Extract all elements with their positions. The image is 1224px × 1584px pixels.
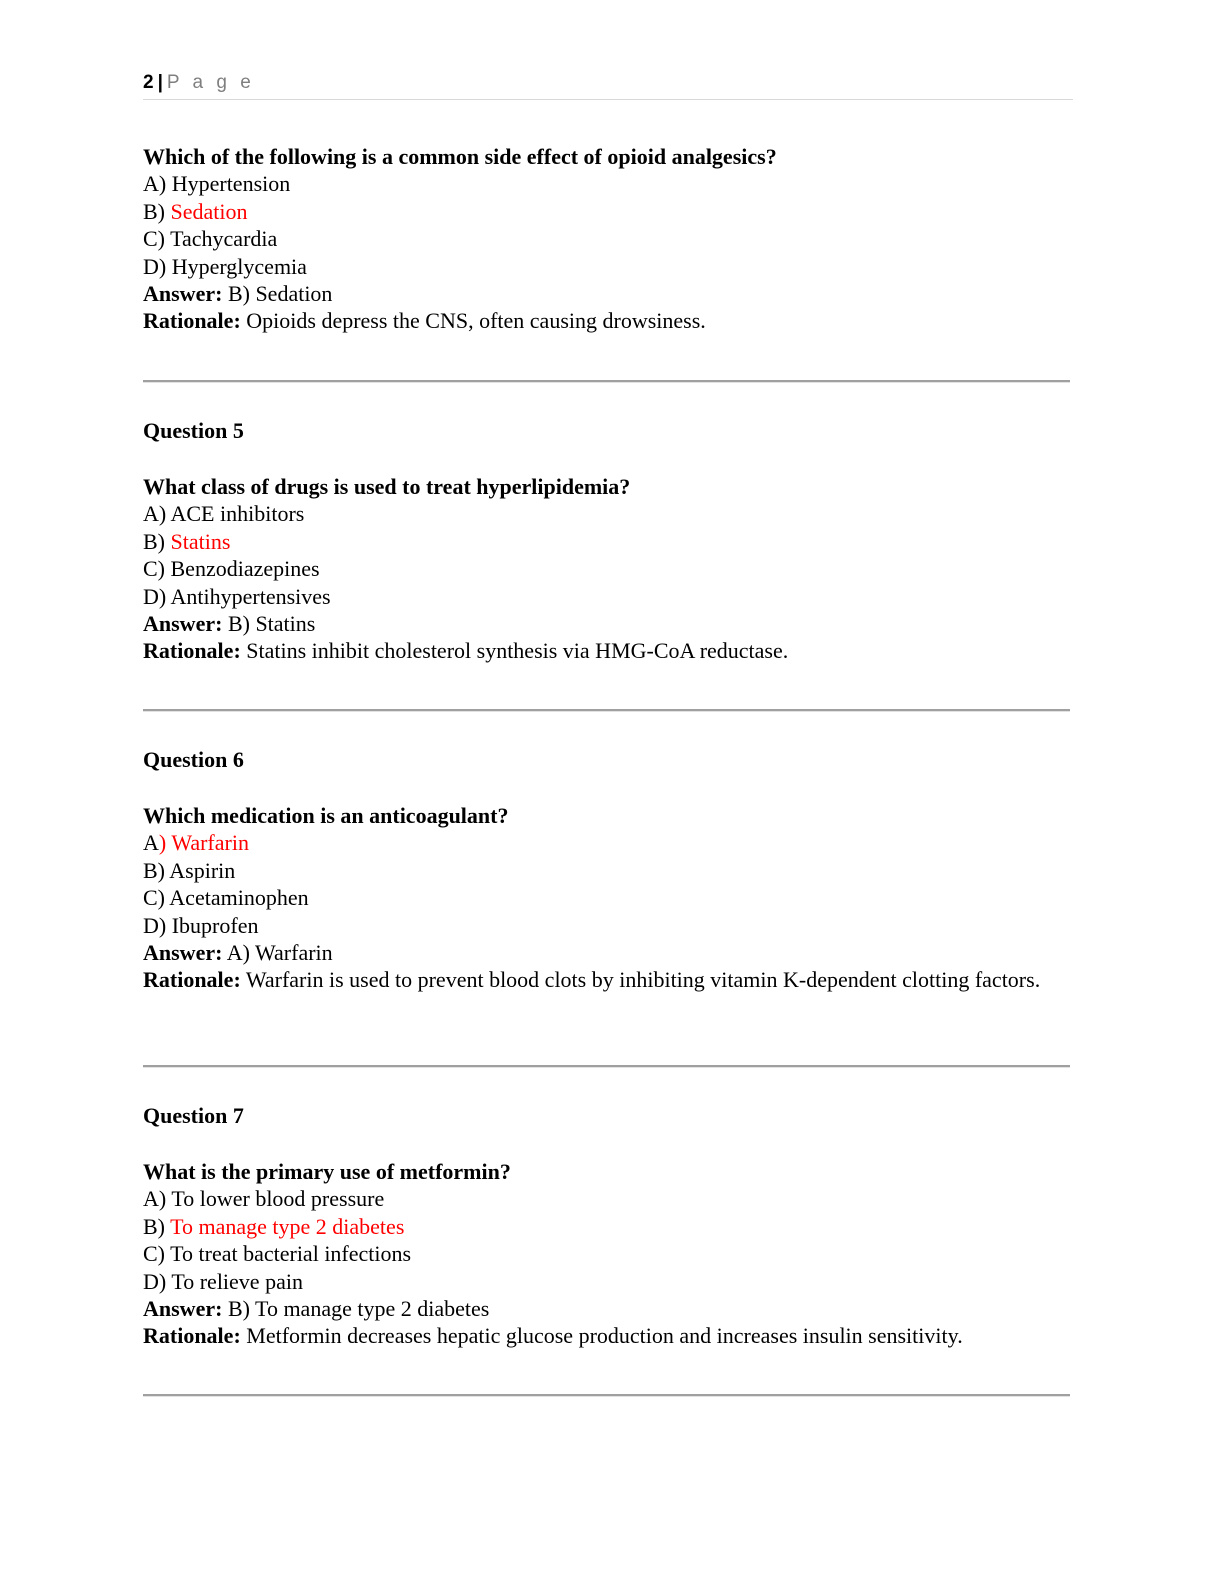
question-5-title: Question 5 bbox=[143, 418, 244, 443]
question-7-title: Question 7 bbox=[143, 1103, 244, 1128]
option-prefix: A) bbox=[143, 501, 171, 527]
question-6-option-b bbox=[143, 857, 1083, 884]
section-divider bbox=[143, 1065, 1070, 1068]
section-divider bbox=[143, 380, 1070, 383]
option-text: Hypertension bbox=[171, 171, 291, 197]
option-text-correct: Statins bbox=[170, 528, 231, 554]
answer-text: A) Warfarin bbox=[222, 940, 333, 966]
option-text: To treat bacterial infections bbox=[170, 1241, 412, 1267]
question-6-rationale bbox=[143, 966, 1048, 993]
question-6-text: Which medication is an anticoagulant? bbox=[143, 803, 509, 828]
rationale-label: Rationale: bbox=[143, 967, 241, 993]
header-separator: | bbox=[157, 72, 163, 93]
page-header bbox=[143, 72, 1073, 94]
question-6-answer bbox=[143, 939, 1083, 966]
question-4-option-c bbox=[143, 225, 1083, 252]
section-divider bbox=[143, 709, 1070, 712]
answer-label: Answer: bbox=[143, 281, 223, 307]
question-7-rationale bbox=[143, 1322, 1083, 1349]
option-prefix: B) bbox=[143, 528, 171, 554]
option-text: ACE inhibitors bbox=[170, 501, 305, 527]
question-5-text: What class of drugs is used to treat hyperlipidemia? bbox=[143, 474, 631, 499]
option-prefix: C) bbox=[143, 556, 171, 582]
option-prefix: B) bbox=[143, 857, 170, 883]
option-prefix: D) bbox=[143, 253, 172, 279]
option-text-correct: ) Warfarin bbox=[158, 830, 249, 856]
question-6-option-d bbox=[143, 912, 1083, 939]
question-7-block bbox=[143, 1158, 1083, 1350]
option-prefix: C) bbox=[143, 226, 171, 252]
option-text: To relieve pain bbox=[171, 1268, 303, 1294]
question-7-option-b bbox=[143, 1213, 1083, 1240]
option-prefix: D) bbox=[143, 912, 172, 938]
option-text: Tachycardia bbox=[170, 226, 278, 252]
question-5-rationale bbox=[143, 637, 1083, 664]
question-5-option-b bbox=[143, 528, 1083, 555]
question-6-block bbox=[143, 802, 1083, 994]
option-prefix: C) bbox=[143, 885, 170, 911]
question-6-option-a bbox=[143, 829, 1083, 856]
option-text: To lower blood pressure bbox=[171, 1186, 385, 1212]
option-prefix: D) bbox=[143, 1268, 172, 1294]
question-4-answer bbox=[143, 280, 1083, 307]
rationale-label: Rationale: bbox=[143, 308, 241, 334]
section-divider bbox=[143, 1394, 1070, 1397]
option-prefix: A) bbox=[143, 1186, 172, 1212]
option-text-correct: Sedation bbox=[170, 198, 248, 224]
question-4-block bbox=[143, 143, 1083, 335]
question-5-answer bbox=[143, 610, 1083, 637]
rationale-text: Opioids depress the CNS, often causing drowsiness. bbox=[240, 308, 706, 334]
question-7-option-d bbox=[143, 1268, 1083, 1295]
rationale-text: Metformin decreases hepatic glucose production and increases insulin sensitivity. bbox=[240, 1323, 963, 1349]
question-5-option-c bbox=[143, 555, 1083, 582]
question-4-option-b bbox=[143, 198, 1083, 225]
question-7-option-c bbox=[143, 1240, 1083, 1267]
option-prefix: A) bbox=[143, 171, 172, 197]
question-5-block bbox=[143, 473, 1083, 665]
question-7-answer bbox=[143, 1295, 1083, 1322]
option-text: Ibuprofen bbox=[171, 912, 259, 938]
option-text: Antihypertensives bbox=[170, 583, 331, 609]
question-4-rationale bbox=[143, 307, 1083, 334]
rationale-text: Warfarin is used to prevent blood clots by inhibiting vitamin K-dependent clotting factors. bbox=[240, 967, 1041, 993]
option-text: Hyperglycemia bbox=[171, 253, 307, 279]
rationale-label: Rationale: bbox=[143, 1323, 241, 1349]
question-5-option-a bbox=[143, 500, 1083, 527]
question-7-text: What is the primary use of metformin? bbox=[143, 1159, 511, 1184]
rationale-text: Statins inhibit cholesterol synthesis via HMG-CoA reductase. bbox=[240, 638, 789, 664]
answer-text: B) Statins bbox=[222, 611, 316, 637]
rationale-label: Rationale: bbox=[143, 638, 241, 664]
answer-label: Answer: bbox=[143, 611, 223, 637]
option-prefix: A bbox=[143, 830, 159, 856]
question-6-title: Question 6 bbox=[143, 747, 244, 772]
option-prefix: B) bbox=[143, 1213, 171, 1239]
header-divider bbox=[143, 99, 1073, 100]
question-4-option-a bbox=[143, 170, 1083, 197]
page-label: P a g e bbox=[166, 72, 255, 93]
option-prefix: D) bbox=[143, 583, 171, 609]
page-number: 2 bbox=[143, 72, 154, 93]
option-text: Benzodiazepines bbox=[170, 556, 320, 582]
question-6-option-c bbox=[143, 884, 1083, 911]
answer-text: B) Sedation bbox=[222, 281, 333, 307]
question-4-option-d bbox=[143, 253, 1083, 280]
answer-label: Answer: bbox=[143, 940, 223, 966]
option-text-correct: To manage type 2 diabetes bbox=[170, 1213, 405, 1239]
option-text: Aspirin bbox=[169, 857, 236, 883]
answer-label: Answer: bbox=[143, 1296, 223, 1322]
option-text: Acetaminophen bbox=[169, 885, 309, 911]
answer-text: B) To manage type 2 diabetes bbox=[222, 1296, 490, 1322]
question-5-option-d bbox=[143, 583, 1083, 610]
option-prefix: B) bbox=[143, 198, 171, 224]
option-prefix: C) bbox=[143, 1241, 171, 1267]
question-7-option-a bbox=[143, 1185, 1083, 1212]
question-4-text: Which of the following is a common side effect of opioid analgesics? bbox=[143, 144, 777, 169]
